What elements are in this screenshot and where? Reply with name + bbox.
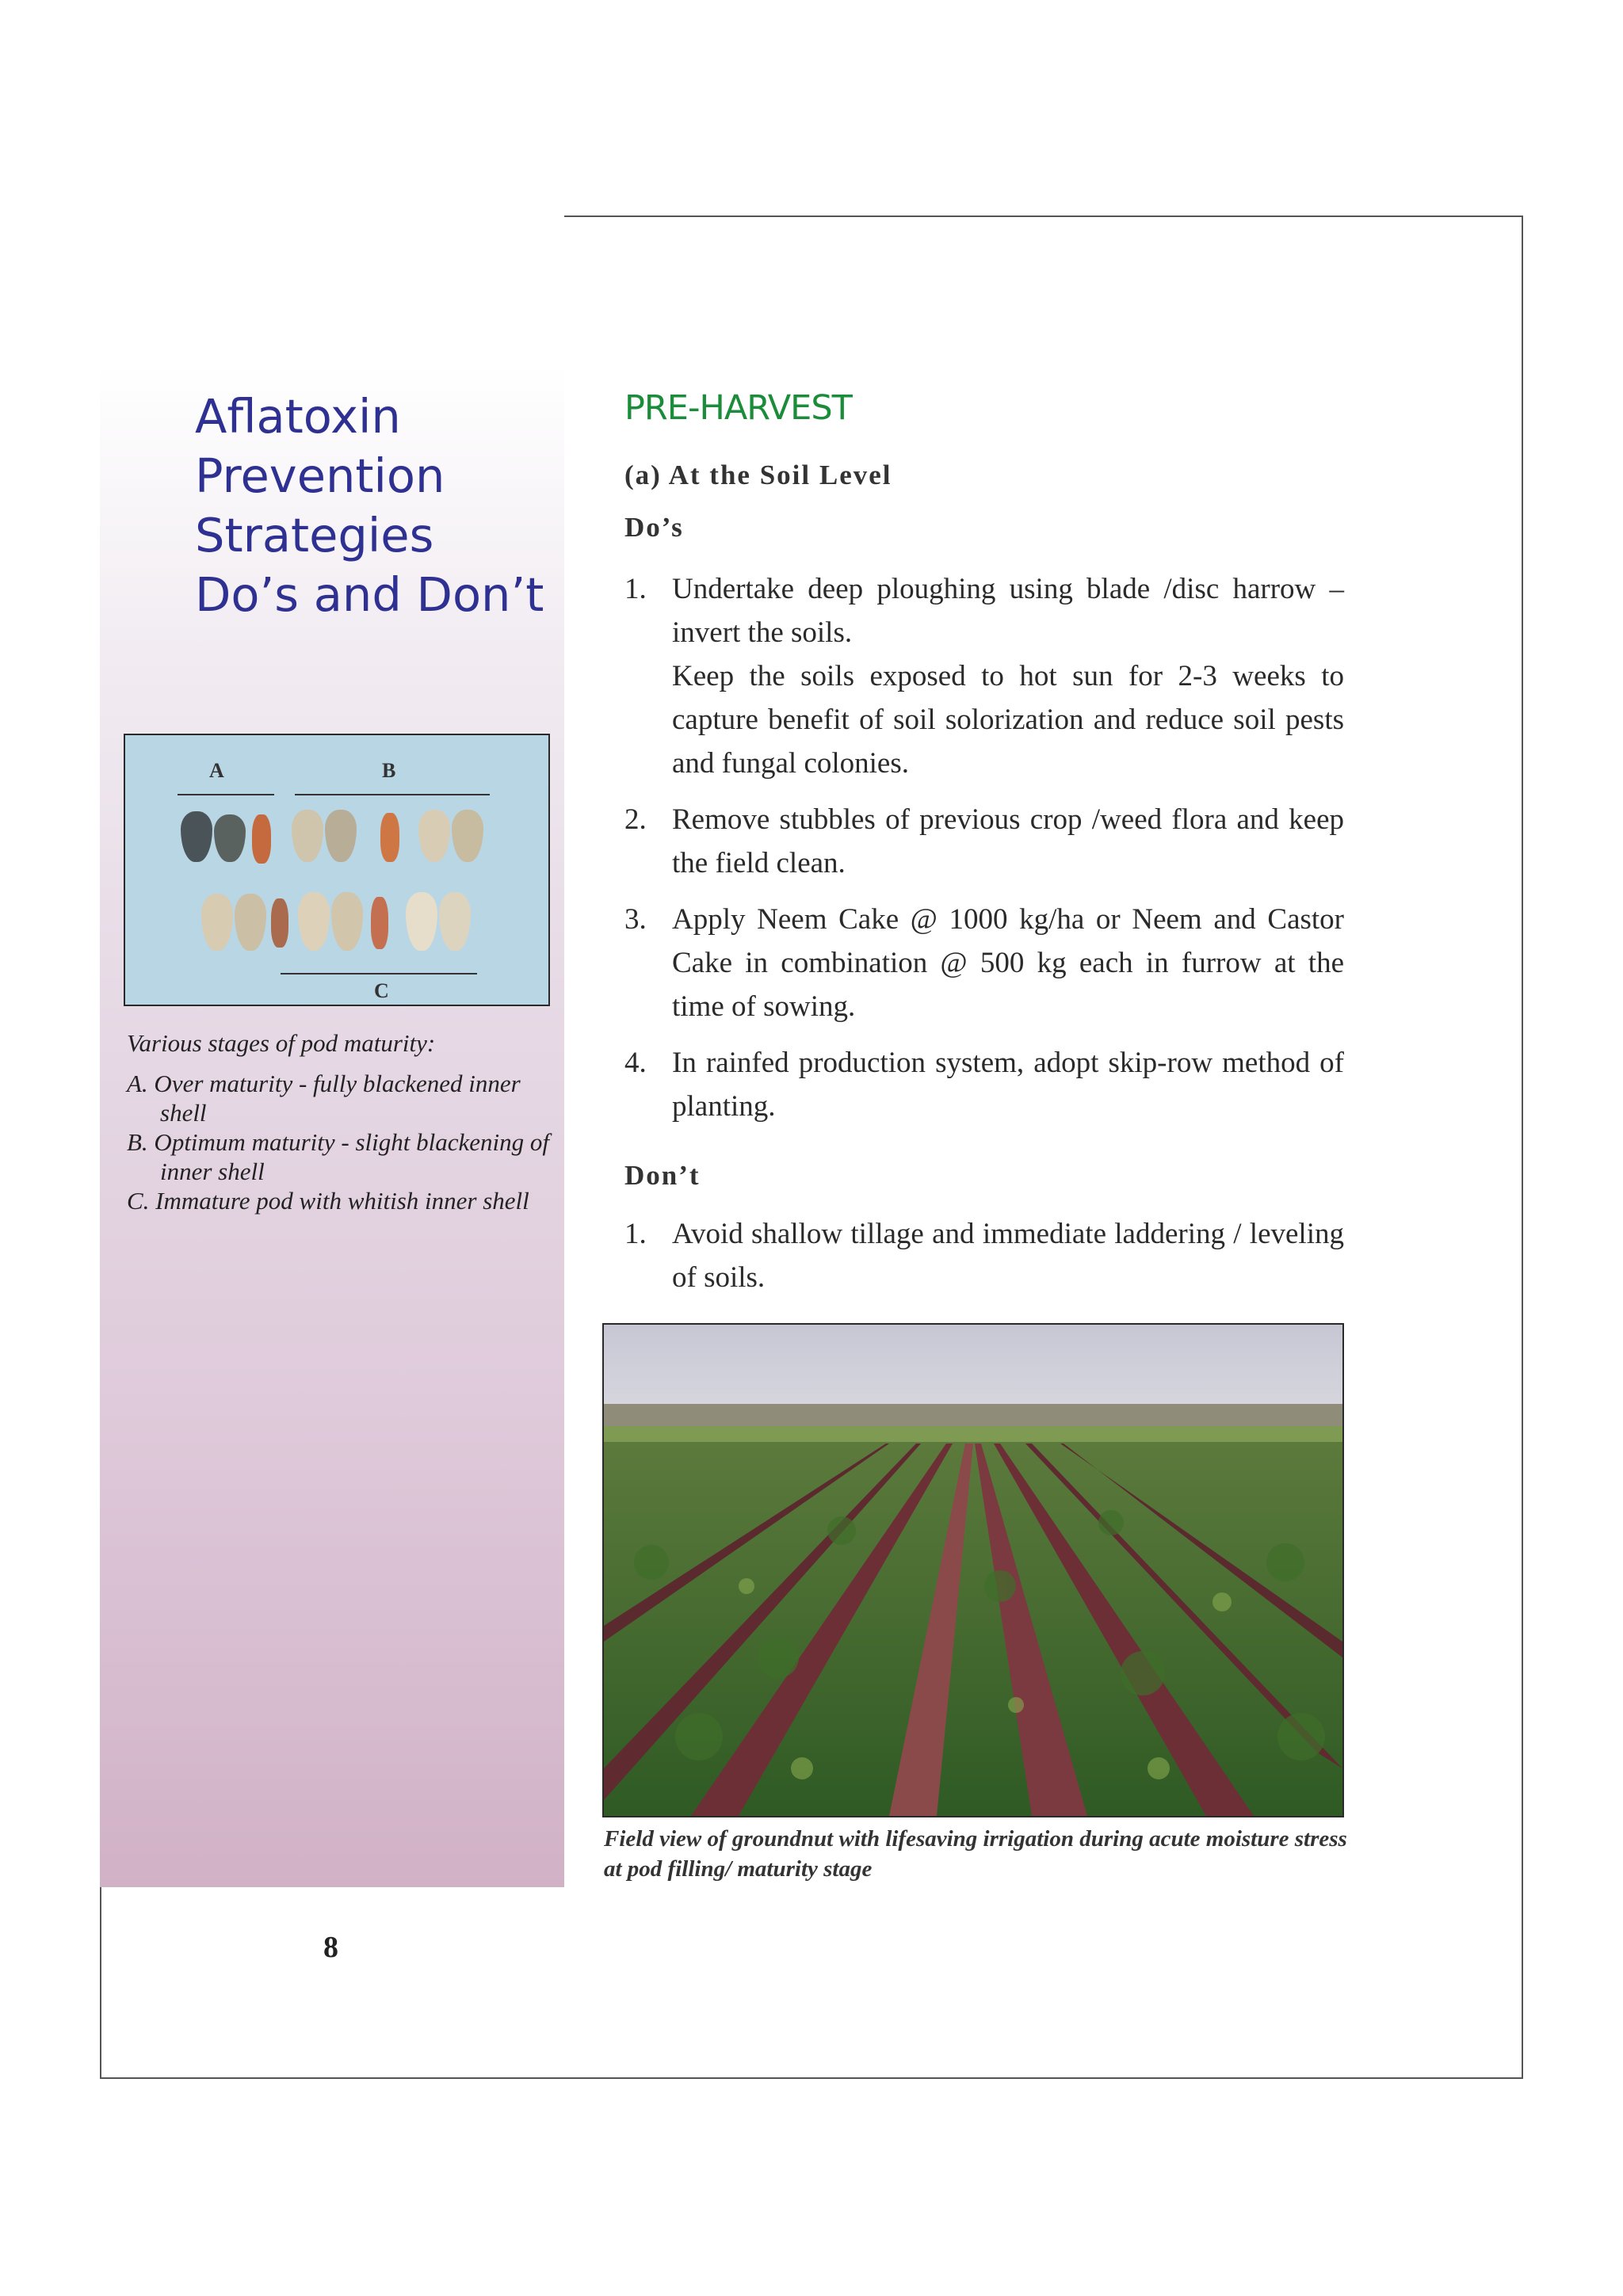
caption-item: A. Over maturity - fully blackened inner shell: [127, 1070, 521, 1127]
dos-heading: Do’s: [624, 512, 684, 543]
pod-maturity-photo: [124, 734, 550, 1006]
pod-image: [292, 810, 323, 862]
title-line: Do’s and Don’t: [195, 567, 544, 622]
caption-item: C. Immature pod with whitish inner shell: [127, 1187, 529, 1215]
photo-label-a: A: [209, 759, 224, 782]
list-item: [624, 1212, 1344, 1299]
pod-image: [181, 811, 212, 862]
pod-image: [252, 814, 271, 864]
item-text: Remove stubbles of previous crop /weed flora and keep the field clean.: [672, 803, 1344, 879]
item-text: Undertake deep ploughing using blade /disc harrow – invert the soils.: [672, 573, 1344, 649]
pod-image: [235, 894, 266, 951]
pod-image: [452, 810, 483, 862]
donts-list: [624, 1212, 1344, 1299]
photo-label-c: C: [374, 979, 389, 1002]
pod-image: [371, 897, 388, 949]
list-item: [624, 898, 1344, 1028]
item-text: Apply Neem Cake @ 1000 kg/ha or Neem and Castor Cake in combination @ 500 kg each in furrow at the time of sowing.: [672, 903, 1344, 1023]
list-item: [624, 1041, 1344, 1128]
item-number: 1.: [624, 573, 647, 605]
section-title: PRE-HARVEST: [624, 388, 852, 428]
group-rule-c: [281, 973, 477, 974]
field-photo-illustration: [604, 1325, 1342, 1816]
item-number: 4.: [624, 1047, 647, 1079]
groundnut-field-photo: [602, 1323, 1344, 1817]
photo-label-b: B: [382, 759, 396, 782]
item-text: Avoid shallow tillage and immediate laddering / leveling of soils.: [672, 1218, 1344, 1294]
dos-list: [624, 567, 1344, 1128]
group-rule-a: [178, 794, 274, 795]
title-line: Prevention: [195, 448, 445, 503]
list-item: [624, 567, 1344, 785]
pod-image: [380, 813, 399, 862]
item-number: 1.: [624, 1218, 647, 1250]
pod-image: [201, 894, 233, 951]
donts-heading: Don’t: [624, 1160, 701, 1191]
caption-item: B. Optimum maturity - slight blackening of inner shell: [127, 1128, 549, 1185]
item-number: 3.: [624, 903, 647, 936]
caption-intro: Various stages of pod maturity:: [127, 1029, 436, 1057]
subsection-heading: (a) At the Soil Level: [624, 460, 892, 490]
pod-image: [214, 814, 246, 862]
title-line: Strategies: [195, 508, 434, 563]
page-number: 8: [323, 1931, 338, 1964]
group-rule-b: [295, 794, 490, 795]
page-title: [195, 387, 559, 624]
item-number: 2.: [624, 803, 647, 836]
pod-image: [418, 810, 450, 862]
pod-image: [406, 892, 437, 951]
pod-image: [325, 810, 357, 862]
pod-image: [439, 892, 471, 951]
item-text: In rainfed production system, adopt skip-row method of planting.: [672, 1047, 1344, 1123]
pod-image: [331, 892, 363, 951]
pod-maturity-caption: [127, 1028, 563, 1215]
field-photo-caption: Field view of groundnut with lifesaving irrigation during acute moisture stress at pod filling/ maturity stage: [604, 1826, 1347, 1882]
pod-image: [298, 892, 330, 951]
title-line: Aflatoxin: [195, 389, 401, 444]
pod-image: [271, 898, 288, 948]
list-item: [624, 798, 1344, 885]
item-text-extra: Keep the soils exposed to hot sun for 2-3 weeks to capture benefit of soil solorization and reduce soil pests and fungal colonies.: [672, 660, 1344, 780]
